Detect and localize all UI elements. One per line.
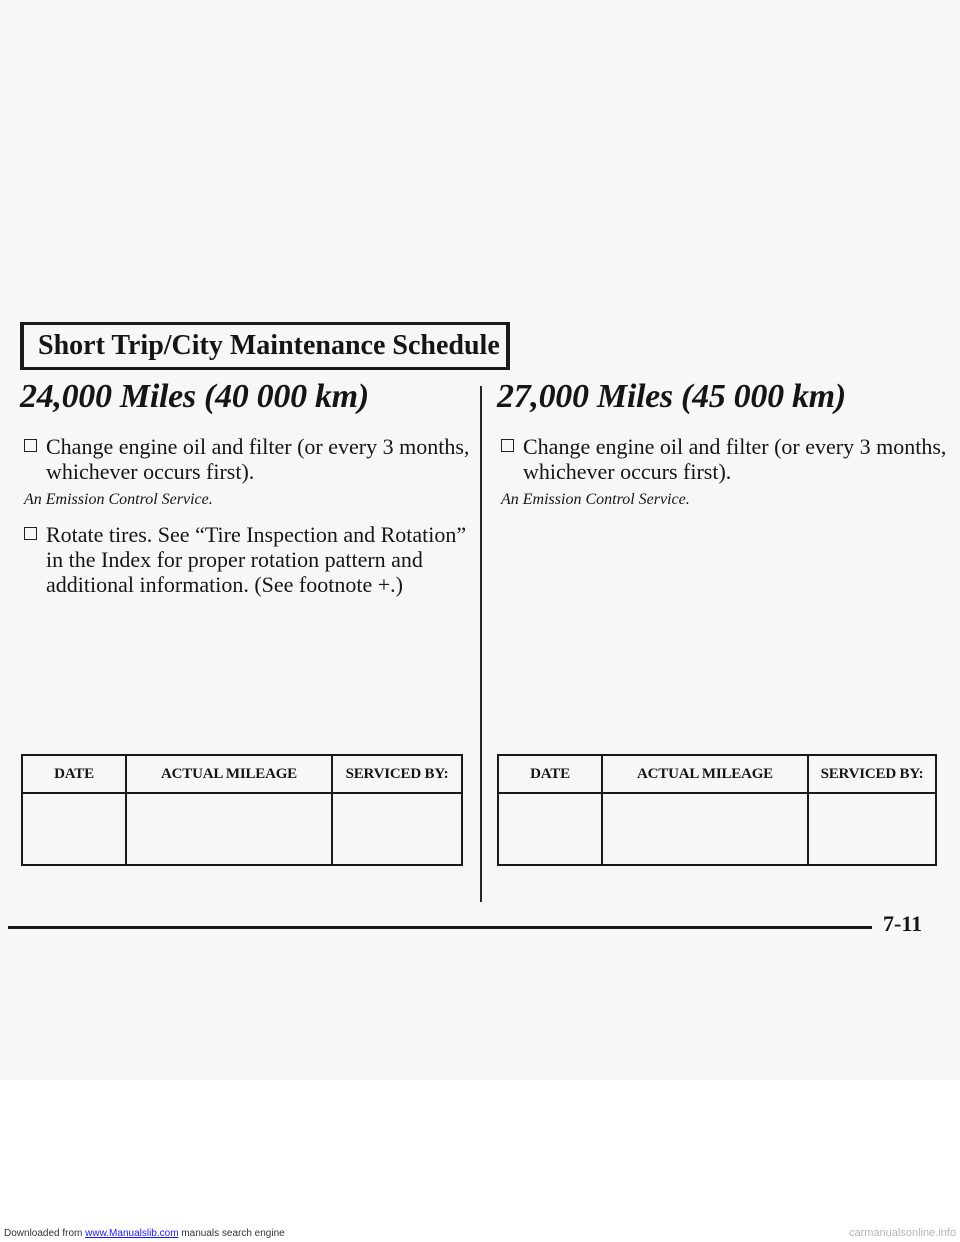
mileage-header: ACTUAL MILEAGE [126,755,332,793]
page-number: 7-11 [883,911,923,936]
date-header: DATE [498,755,602,793]
watermark-text: carmanualsonline.info [848,1227,956,1239]
date-header: DATE [22,755,126,793]
bottom-rule [8,926,872,929]
checklist-item [497,434,947,510]
table-row [22,793,462,865]
checklist-item [20,522,470,597]
serviced-by-header: SERVICED BY: [808,755,936,793]
emission-note: An Emission Control Service. [24,491,213,508]
serviced-by-cell[interactable] [332,793,462,865]
credit-suffix: manuals search engine [178,1228,285,1239]
mileage-cell[interactable] [602,793,808,865]
service-log-table [21,754,463,866]
download-credit [4,1228,285,1239]
column-divider [480,386,482,902]
section-title: Short Trip/City Maintenance Schedule [38,330,500,361]
mileage-header: ACTUAL MILEAGE [602,755,808,793]
checkbox-icon[interactable] [24,527,37,540]
service-log-table [497,754,937,866]
table-row [498,793,936,865]
table-header-row [22,755,462,793]
checklist-item-text: Change engine oil and filter (or every 3 months, whichever occurs first). [46,434,470,484]
section-banner [20,322,510,370]
checklist-item-text: Change engine oil and filter (or every 3 months, whichever occurs first). [523,434,947,484]
date-cell[interactable] [498,793,602,865]
checklist-item-text: Rotate tires. See “Tire Inspection and Rotation” in the Index for proper rotation pattern and additional information. (See footnote +.) [46,522,467,597]
mileage-cell[interactable] [126,793,332,865]
emission-note: An Emission Control Service. [501,491,690,508]
interval-24000-column [20,378,470,597]
checklist-item [20,434,470,510]
manualslib-link[interactable]: www.Manualslib.com [85,1228,179,1239]
checkbox-icon[interactable] [24,439,37,452]
date-cell[interactable] [22,793,126,865]
interval-27000-column [497,378,947,510]
credit-prefix: Downloaded from [4,1228,86,1239]
serviced-by-header: SERVICED BY: [332,755,462,793]
serviced-by-cell[interactable] [808,793,936,865]
interval-heading: 24,000 Miles (40 000 km) [20,378,369,415]
table-header-row [498,755,936,793]
interval-heading: 27,000 Miles (45 000 km) [497,378,846,415]
checkbox-icon[interactable] [501,439,514,452]
